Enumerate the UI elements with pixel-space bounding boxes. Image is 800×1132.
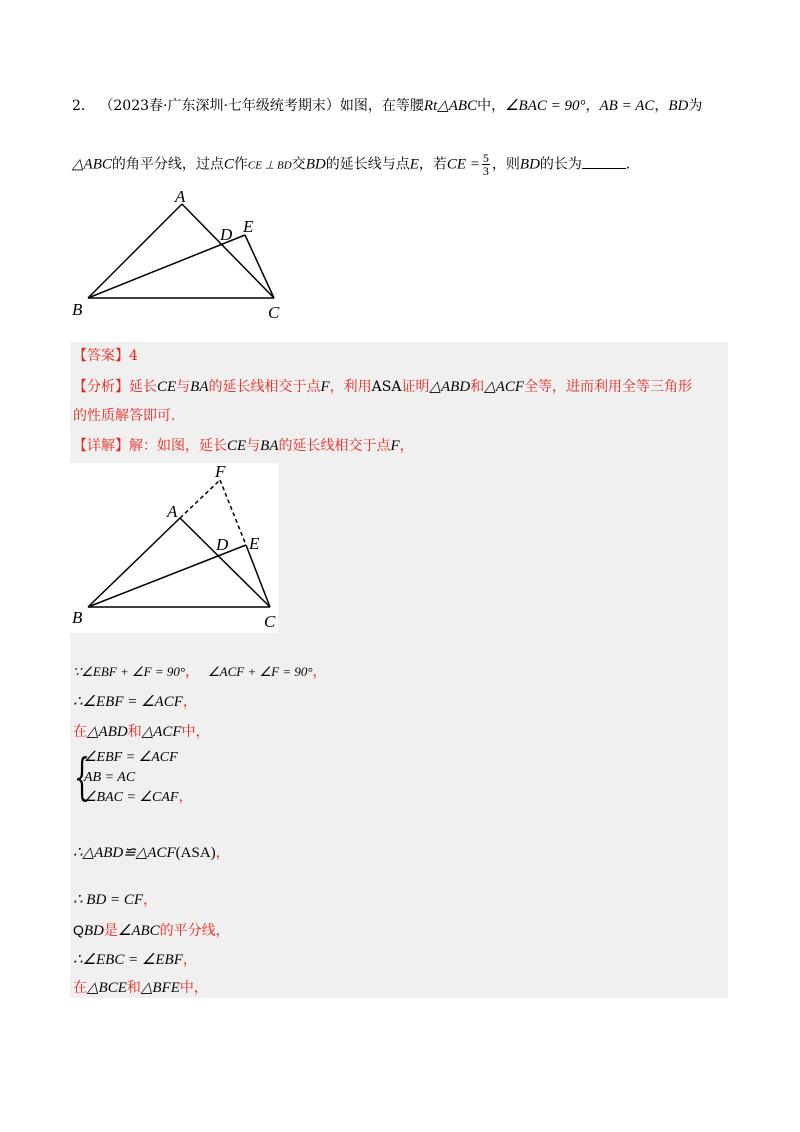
step-text: 的平分线， [159,923,230,939]
math-bd: BD [305,156,326,173]
step-text: 在 [73,724,87,740]
math-bd: BD [83,923,104,939]
math-triangle-abd: △ABD [429,379,471,395]
punct: ， [185,664,200,680]
math-ce: CE [157,379,177,395]
step-7 [73,920,230,941]
math-step: ∴ BD = CF [73,892,144,908]
math-step: ∴∠EBC = ∠EBF [73,952,183,968]
label-c: C [268,303,280,322]
punct: ， [178,790,193,805]
question-line-1 [72,96,702,116]
step-text: 中， [179,980,208,996]
figure-triangle-2 [70,463,280,635]
punct: ， [143,892,158,908]
analysis-tag: 【分析】 [73,379,129,395]
math-ba: BA [260,438,279,454]
detail-tag: 【详解】 [73,438,129,454]
segment-ec [246,545,270,607]
math-step: ∠ACF + ∠F = 90° [208,664,313,679]
question-text: 交 [291,156,306,173]
punct: ， [182,694,197,710]
fraction-denominator: 3 [482,164,489,178]
analysis-text: 与 [176,379,191,395]
system-row-3: ∠BAC = ∠CAF [84,790,179,805]
label-d: D [220,225,233,244]
question-text: ，若 [418,156,447,173]
math-e: E [409,156,419,173]
step-3 [73,722,210,742]
question-text: 的角平分线，过点 [111,156,224,173]
math-angle-bac: ∠BAC = 90° [505,98,586,114]
detail-line [73,436,414,456]
math-ce-eq: CE = [446,156,480,173]
label-c: C [264,612,276,631]
step-8 [73,950,197,970]
segment-ac [182,204,274,298]
step-text: 中， [181,724,210,740]
math-ba: BA [190,379,209,395]
segment-be [88,235,245,298]
text-asa: (ASA) [175,845,216,861]
step-5 [73,843,230,863]
dashed-segment-af [180,480,220,518]
math-c: C [223,156,234,173]
step-text: 和 [127,724,142,740]
punct: ， [182,952,197,968]
analysis-text: 证明 [401,379,430,395]
analysis-text: 的延长线相交于点 [208,379,321,395]
answer-tag: 【答案】 [73,348,129,364]
detail-text: ， [399,438,414,454]
punct: ， [312,664,327,680]
segment-ba [88,204,182,298]
label-e: E [249,534,260,553]
math-f: F [320,379,330,395]
step-9 [73,978,208,998]
punct: ， [215,845,230,861]
analysis-text: 全等，进而利用全等三角形 [524,379,693,395]
left-brace: { [74,748,90,806]
system-row-1: ∠EBF = ∠ACF [84,750,178,765]
answer-value: 4 [129,348,138,364]
label-d: D [216,535,229,554]
label-b: B [72,300,83,319]
math-step: ∴△ABD≌△ACF [73,845,176,861]
math-ab-ac: AB = AC [599,98,655,114]
math-ce: CE [227,438,247,454]
detail-text: 解：如图，延长 [129,438,227,454]
detail-text: 的延长线相交于点 [278,438,391,454]
question-text: ， [585,98,600,114]
step-text: 和 [126,980,141,996]
label-a: A [175,188,186,206]
step-6 [73,890,157,910]
math-step: ∴∠EBF = ∠ACF [73,694,183,710]
fraction-numerator: 5 [482,151,489,165]
question-text: 为 [688,98,703,114]
question-text: 如图，在等腰 [339,98,424,114]
question-text: 中， [477,98,506,114]
math-step: ∵∠EBF + ∠F = 90° [73,664,186,679]
step-text: 在 [73,980,87,996]
analysis-text: ，利用 [329,379,372,395]
label-e: E [243,217,254,236]
detail-text: 与 [246,438,261,454]
math-triangle-abc: △ABC [72,156,112,173]
math-triangle-bfe: △BFE [140,980,180,996]
question-text: ，则 [491,156,520,173]
segment-ec [245,235,274,298]
math-triangle-acf: △ACF [141,724,182,740]
system-row-2: AB = AC [84,770,136,785]
answer-line [73,346,138,366]
question-number: 2． [72,98,95,114]
analysis-text: 和 [470,379,485,395]
segment-ac [180,518,270,607]
question-line-2 [72,152,630,177]
label-a: A [167,502,178,521]
answer-blank [582,154,626,169]
math-angle-abc: ∠ABC [117,923,160,939]
math-triangle-bce: △BCE [87,980,127,996]
math-perp: CE ⊥ BD [247,159,292,172]
question-text: ， [654,98,669,114]
step-text: 是 [103,923,118,939]
segment-ba [88,518,180,607]
text-asa: ASA [371,379,402,395]
question-text: 作 [233,156,248,173]
math-triangle-abd: △ABD [87,724,128,740]
question-text: . [625,156,631,173]
question-text: 的延长线与点 [325,156,410,173]
analysis-line-1 [73,377,692,397]
label-b: B [72,608,83,627]
math-triangle-acf: △ACF [484,379,525,395]
label-f: F [215,463,226,481]
fraction [482,152,490,177]
question-text: 的长为 [539,156,582,173]
math-f: F [390,438,400,454]
math-rt-triangle: Rt△ABC [423,98,478,114]
analysis-text: 的性质解答即可. [73,408,176,424]
step-2 [73,692,197,712]
figure-triangle-1 [70,188,290,328]
segment-be [88,545,246,607]
step-1 [73,662,327,682]
math-bd: BD [519,156,540,173]
analysis-text: 延长 [129,379,157,395]
analysis-line-2 [73,406,175,426]
symbol-q: Q [73,922,84,938]
math-bd: BD [668,98,689,114]
question-source: （2023春·广东深圳·七年级统考期末） [99,98,340,114]
